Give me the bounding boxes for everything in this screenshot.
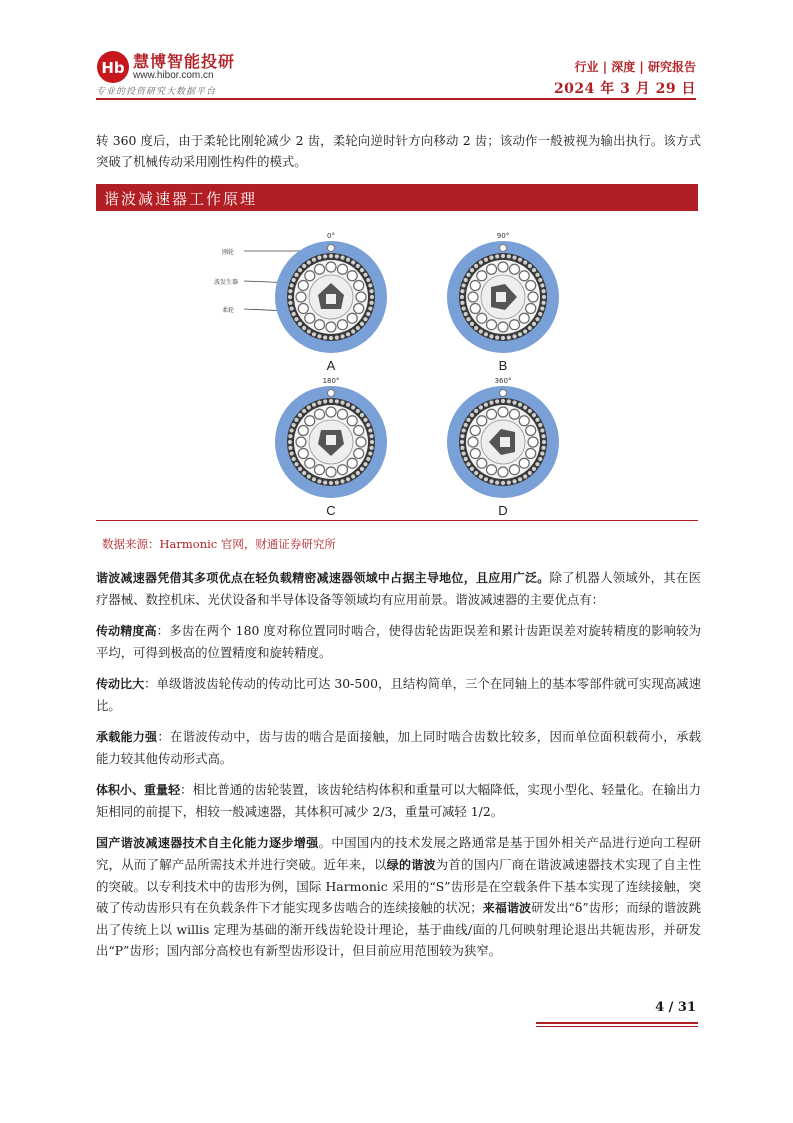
gear-tooth [288, 289, 292, 293]
bearing-ball [296, 437, 306, 447]
body-paragraph-4: 承载能力强：在谐波传动中，齿与齿的啮合是面接触，加上同时啮合齿数比较多，因而单位面积载荷小，承载能力较其他传动形式高。 [96, 729, 701, 766]
gear-tooth [356, 264, 360, 268]
gear-tooth [484, 258, 488, 262]
bearing-ball [354, 303, 364, 313]
bearing-ball [519, 458, 529, 468]
panel-label: C [326, 503, 336, 518]
gear-tooth [501, 481, 505, 485]
bearing-ball [298, 426, 308, 436]
gear-tooth [507, 399, 511, 403]
gear-tooth [518, 332, 522, 336]
gear-tooth [317, 401, 321, 405]
gear-tooth [512, 479, 516, 483]
bearing-ball [315, 409, 325, 419]
logo [96, 46, 356, 96]
bearing-ball [498, 262, 508, 272]
paragraph-lead: 承载能力强 [96, 730, 158, 744]
gear-tooth [460, 446, 464, 450]
gear-tooth [484, 403, 488, 407]
gear-tooth [370, 440, 374, 444]
gear-tooth [540, 428, 544, 432]
gear-tooth [307, 329, 311, 333]
gear-tooth [532, 268, 536, 272]
bearing-ball [326, 467, 336, 477]
angle-label: 0° [327, 232, 335, 240]
gear-tooth [474, 264, 478, 268]
bearing-ball [470, 448, 480, 458]
gear-tooth [479, 405, 483, 409]
panel-label: D [498, 503, 508, 518]
gear-tooth [528, 471, 532, 475]
gear-tooth [474, 471, 478, 475]
bearing-ball [347, 313, 357, 323]
gear-tooth [512, 334, 516, 338]
gear-tooth [298, 268, 302, 272]
bearing-ball [519, 416, 529, 426]
bearing-ball [477, 416, 487, 426]
intro-paragraph: 转 360 度后，由于柔轮比刚轮减少 2 齿，柔轮向逆时针方向移动 2 齿；该动作一般被视为输出执行。该方式突破了机械传动采用刚性构件的模式。 [96, 133, 701, 169]
gear-tooth [329, 399, 333, 403]
body-paragraph-5: 体积小、重量轻：相比普通的齿轮装置，该齿轮结构体积和重量可以大幅降低，实现小型化、轻量化。在输出力矩相同的前提下，相较一般减速器，其体积可减少 2/3，重量可减轻 1/2。 [96, 782, 701, 819]
bearing-ball [337, 320, 347, 330]
gear-tooth [366, 423, 370, 427]
gear-tooth [298, 413, 302, 417]
gear-tooth [368, 306, 372, 310]
gear-tooth [479, 474, 483, 478]
bearing-ball [315, 320, 325, 330]
gear-tooth [292, 423, 296, 427]
gear-tooth [351, 474, 355, 478]
gear-tooth [360, 467, 364, 471]
gear-tooth [298, 467, 302, 471]
gear-tooth [329, 481, 333, 485]
bearing-ball [354, 281, 364, 291]
gear-tooth [302, 264, 306, 268]
panel-label: B [498, 358, 508, 373]
gear-tooth [288, 434, 292, 438]
gear-tooth [532, 322, 536, 326]
gear-tooth [329, 336, 333, 340]
gear-tooth [329, 254, 333, 258]
gear-tooth [366, 457, 370, 461]
bearing-ball [305, 271, 315, 281]
gear-tooth [462, 283, 466, 287]
bearing-ball [468, 292, 478, 302]
bearing-ball [528, 437, 538, 447]
cam-bore [326, 294, 336, 304]
logo-name: 慧博智能投研 [133, 52, 236, 71]
position-marker [500, 390, 507, 397]
gear-tooth [307, 260, 311, 264]
gear-tooth [288, 446, 292, 450]
bearing-ball [487, 465, 497, 475]
bearing-ball [354, 426, 364, 436]
gear-tooth [363, 273, 367, 277]
position-marker [500, 245, 507, 252]
cam-bore [326, 435, 336, 445]
gear-tooth [523, 260, 527, 264]
position-marker [328, 245, 335, 252]
bearing-ball [509, 320, 519, 330]
angle-label: 360° [494, 377, 512, 385]
figure-bottom-rule [96, 520, 698, 521]
gear-tooth [542, 295, 546, 299]
gear-tooth [540, 306, 544, 310]
bearing-ball [468, 437, 478, 447]
bearing-ball [477, 458, 487, 468]
page-number: 4 / 31 [655, 1000, 696, 1015]
gear-tooth [294, 317, 298, 321]
logo-mark-icon [96, 50, 130, 84]
bearing-ball [356, 292, 366, 302]
gear-tooth [495, 399, 499, 403]
gear-tooth [538, 457, 542, 461]
gear-tooth [307, 405, 311, 409]
bearing-ball [526, 303, 536, 313]
svg-text:Hb: Hb [101, 59, 125, 77]
gear-tooth [294, 418, 298, 422]
gear-tooth [466, 418, 470, 422]
harmonic-reducer-diagram [96, 212, 698, 520]
gear-tooth [542, 440, 546, 444]
gear-tooth [541, 434, 545, 438]
gear-tooth [369, 434, 373, 438]
gear-tooth [501, 399, 505, 403]
header-meta [554, 58, 696, 98]
position-marker [328, 390, 335, 397]
gear-tooth [470, 467, 474, 471]
bearing-ball [477, 313, 487, 323]
gear-tooth [288, 295, 292, 299]
gear-tooth [495, 480, 499, 484]
paragraph-lead: 国产谐波减速器技术自主化能力逐步增强 [96, 836, 319, 850]
gear-tooth [340, 401, 344, 405]
gear-tooth [538, 423, 542, 427]
gear-tooth [528, 264, 532, 268]
cam-bore [496, 292, 506, 302]
paragraph-lead: 传动精度高 [96, 624, 157, 638]
gear-tooth [528, 326, 532, 330]
gear-tooth [466, 273, 470, 277]
bearing-ball [526, 281, 536, 291]
gear-tooth [340, 479, 344, 483]
gear-tooth [294, 273, 298, 277]
gear-tooth [323, 254, 327, 258]
gear-tooth [363, 418, 367, 422]
gear-tooth [484, 332, 488, 336]
footer-rule-thin [536, 1026, 698, 1027]
logo-url: www.hibor.com.cn [133, 70, 214, 81]
gear-tooth [466, 317, 470, 321]
bearing-ball [305, 313, 315, 323]
gear-tooth [292, 278, 296, 282]
bearing-ball [337, 409, 347, 419]
bearing-ball [305, 416, 315, 426]
company-name: 来福谐波 [482, 901, 532, 915]
bearing-ball [519, 313, 529, 323]
gear-tooth [489, 334, 493, 338]
bearing-ball [526, 426, 536, 436]
gear-tooth [302, 409, 306, 413]
gear-tooth [346, 258, 350, 262]
bearing-ball [498, 322, 508, 332]
bearing-ball [296, 292, 306, 302]
gear-tooth [360, 413, 364, 417]
gear-tooth [346, 477, 350, 481]
gear-tooth [464, 423, 468, 427]
gear-tooth [346, 403, 350, 407]
gear-tooth [489, 401, 493, 405]
callout-rigid-gear: 刚轮 [222, 249, 235, 256]
gear-tooth [290, 283, 294, 287]
gear-tooth [366, 278, 370, 282]
figure-source: 数据来源：Harmonic 官网，财通证券研究所 [102, 537, 336, 551]
gear-tooth [460, 434, 464, 438]
gear-tooth [464, 278, 468, 282]
gear-tooth [541, 446, 545, 450]
gear-tooth [495, 335, 499, 339]
gear-tooth [294, 462, 298, 466]
bearing-ball [305, 458, 315, 468]
gear-tooth [369, 446, 373, 450]
gear-tooth [366, 312, 370, 316]
logo-slogan: 专业的投资研究大数据平台 [96, 87, 217, 97]
paragraph-lead: 体积小、重量轻 [96, 783, 181, 797]
header-rule [96, 98, 696, 100]
panel-label: A [326, 358, 336, 373]
gear-tooth [335, 254, 339, 258]
gear-panel-d [447, 377, 559, 518]
gear-tooth [340, 334, 344, 338]
gear-tooth [307, 474, 311, 478]
gear-panel-a [275, 232, 387, 373]
bearing-ball [487, 264, 497, 274]
gear-tooth [518, 403, 522, 407]
bearing-ball [347, 271, 357, 281]
gear-tooth [474, 326, 478, 330]
gear-tooth [292, 312, 296, 316]
gear-tooth [479, 260, 483, 264]
gear-tooth [317, 256, 321, 260]
bearing-ball [519, 271, 529, 281]
gear-tooth [518, 258, 522, 262]
bearing-ball [315, 264, 325, 274]
gear-tooth [462, 451, 466, 455]
bearing-ball [509, 465, 519, 475]
bearing-ball [347, 416, 357, 426]
bearing-ball [354, 448, 364, 458]
gear-tooth [470, 413, 474, 417]
gear-tooth [460, 289, 464, 293]
gear-panel-c [275, 377, 387, 518]
gear-tooth [532, 467, 536, 471]
gear-tooth [356, 471, 360, 475]
bearing-ball [487, 320, 497, 330]
footer-rule [536, 1022, 698, 1024]
gear-tooth [351, 329, 355, 333]
gear-tooth [535, 462, 539, 466]
bearing-ball [470, 426, 480, 436]
paragraph-lead: 传动比大 [96, 677, 145, 691]
gear-tooth [507, 254, 511, 258]
gear-tooth [335, 335, 339, 339]
gear-tooth [470, 268, 474, 272]
gear-tooth [501, 254, 505, 258]
cam-bore [500, 437, 510, 447]
gear-tooth [460, 440, 464, 444]
gear-tooth [466, 462, 470, 466]
gear-tooth [356, 409, 360, 413]
bearing-ball [528, 292, 538, 302]
gear-tooth [523, 405, 527, 409]
gear-tooth [464, 457, 468, 461]
bearing-ball [470, 281, 480, 291]
report-date: 2024 年 3 月 29 日 [553, 81, 696, 97]
gear-tooth [507, 480, 511, 484]
gear-tooth [460, 295, 464, 299]
gear-tooth [474, 409, 478, 413]
gear-tooth [540, 283, 544, 287]
body-paragraph-6: 国产谐波减速器技术自主化能力逐步增强。中国国内的技术发展之路通常是基于国外相关产品进行逆向工程研究，从而了解产品所需技术并进行突破。近年来，以绿的谐波为首的国内厂商在谐波减速器技术实现了自主性的突破。以专利技术中的齿形为例，国际 Harmonic 采用的“S”齿形是在空载条件下基本实现了连续接触，突破了传动齿形只有在负载条件下才能实现多齿啮合的连续接触的状况；来福谐波研发出“δ”齿形；而绿的谐波跳出了传统上以 willis 定理为基础的渐开线齿轮设计理论，基于曲线/面的几何映射理论退出共轭齿形，并研发出“P”齿形；国内部分高校也有新型齿形设计，但目前应用范围较为狭窄。 [96, 835, 702, 958]
gear-tooth [541, 301, 545, 305]
gear-tooth [540, 451, 544, 455]
body-paragraph-2: 传动精度高：多齿在两个 180 度对称位置同时啮合，使得齿轮齿距误差和累计齿距误差对旋转精度的影响较为平均，可得到极高的位置精度和旋转精度。 [96, 623, 701, 660]
figure-title: 谐波减速器工作原理 [104, 190, 258, 208]
bearing-ball [356, 437, 366, 447]
gear-tooth [369, 289, 373, 293]
gear-tooth [495, 254, 499, 258]
gear-tooth [464, 312, 468, 316]
gear-tooth [460, 301, 464, 305]
gear-tooth [489, 256, 493, 260]
gear-tooth [292, 457, 296, 461]
gear-tooth [370, 295, 374, 299]
bearing-ball [337, 465, 347, 475]
angle-label: 180° [322, 377, 340, 385]
gear-tooth [535, 273, 539, 277]
gear-tooth [312, 403, 316, 407]
gear-tooth [507, 335, 511, 339]
gear-tooth [489, 479, 493, 483]
gear-tooth [363, 317, 367, 321]
body-paragraph-1: 谐波减速器凭借其多项优点在轻负载精密减速器领域中占据主导地位，且应用广泛。除了机器人领域外，其在医疗器械、数控机床、光伏设备和半导体设备等领域均有应用前景。谐波减速器的主要优点有： [96, 570, 701, 607]
gear-tooth [518, 477, 522, 481]
gear-tooth [369, 301, 373, 305]
gear-tooth [523, 329, 527, 333]
bearing-ball [509, 264, 519, 274]
gear-tooth [528, 409, 532, 413]
gear-tooth [538, 312, 542, 316]
bearing-ball [298, 303, 308, 313]
bearing-ball [487, 409, 497, 419]
bearing-ball [477, 271, 487, 281]
gear-tooth [335, 480, 339, 484]
gear-tooth [512, 401, 516, 405]
gear-tooth [462, 428, 466, 432]
gear-tooth [323, 399, 327, 403]
gear-tooth [346, 332, 350, 336]
gear-tooth [470, 322, 474, 326]
gear-tooth [368, 451, 372, 455]
gear-tooth [317, 479, 321, 483]
gear-tooth [356, 326, 360, 330]
bearing-ball [509, 409, 519, 419]
gear-tooth [323, 480, 327, 484]
bearing-ball [470, 303, 480, 313]
gear-tooth [351, 260, 355, 264]
gear-tooth [317, 334, 321, 338]
gear-tooth [290, 428, 294, 432]
bearing-ball [347, 458, 357, 468]
gear-tooth [363, 462, 367, 466]
gear-tooth [462, 306, 466, 310]
gear-tooth [512, 256, 516, 260]
bearing-ball [337, 264, 347, 274]
bearing-ball [298, 448, 308, 458]
gear-tooth [288, 440, 292, 444]
report-series: 行业 | 深度 | 研究报告 [574, 60, 696, 74]
gear-tooth [535, 317, 539, 321]
gear-tooth [312, 258, 316, 262]
gear-tooth [288, 301, 292, 305]
figure-title-bar [96, 184, 698, 211]
gear-tooth [312, 477, 316, 481]
bearing-ball [315, 465, 325, 475]
angle-label: 90° [496, 232, 510, 240]
bearing-ball [526, 448, 536, 458]
gear-tooth [290, 451, 294, 455]
bearing-ball [498, 467, 508, 477]
callout-wave-generator: 波发生器 [214, 279, 239, 286]
gear-tooth [323, 335, 327, 339]
gear-tooth [312, 332, 316, 336]
callout-flexspline: 柔轮 [222, 307, 235, 314]
gear-tooth [290, 306, 294, 310]
gear-tooth [523, 474, 527, 478]
gear-tooth [538, 278, 542, 282]
gear-tooth [340, 256, 344, 260]
gear-tooth [302, 326, 306, 330]
bearing-ball [498, 407, 508, 417]
company-name: 绿的谐波 [386, 858, 436, 872]
bearing-ball [326, 262, 336, 272]
gear-tooth [479, 329, 483, 333]
gear-tooth [360, 322, 364, 326]
gear-tooth [368, 428, 372, 432]
bearing-ball [298, 281, 308, 291]
gear-tooth [532, 413, 536, 417]
paragraph-lead: 谐波减速器凭借其多项优点在轻负载精密减速器领域中占据主导地位，且应用广泛。 [96, 571, 550, 585]
gear-tooth [535, 418, 539, 422]
gear-panel-b [447, 232, 559, 373]
gear-tooth [335, 399, 339, 403]
gear-tooth [368, 283, 372, 287]
bearing-ball [326, 322, 336, 332]
gear-tooth [298, 322, 302, 326]
gear-tooth [541, 289, 545, 293]
gear-tooth [360, 268, 364, 272]
body-paragraph-3: 传动比大：单级谐波齿轮传动的传动比可达 30-500，且结构简单，三个在同轴上的基本零部件就可实现高减速比。 [96, 676, 701, 713]
gear-tooth [351, 405, 355, 409]
gear-tooth [501, 336, 505, 340]
gear-tooth [484, 477, 488, 481]
bearing-ball [326, 407, 336, 417]
gear-tooth [302, 471, 306, 475]
